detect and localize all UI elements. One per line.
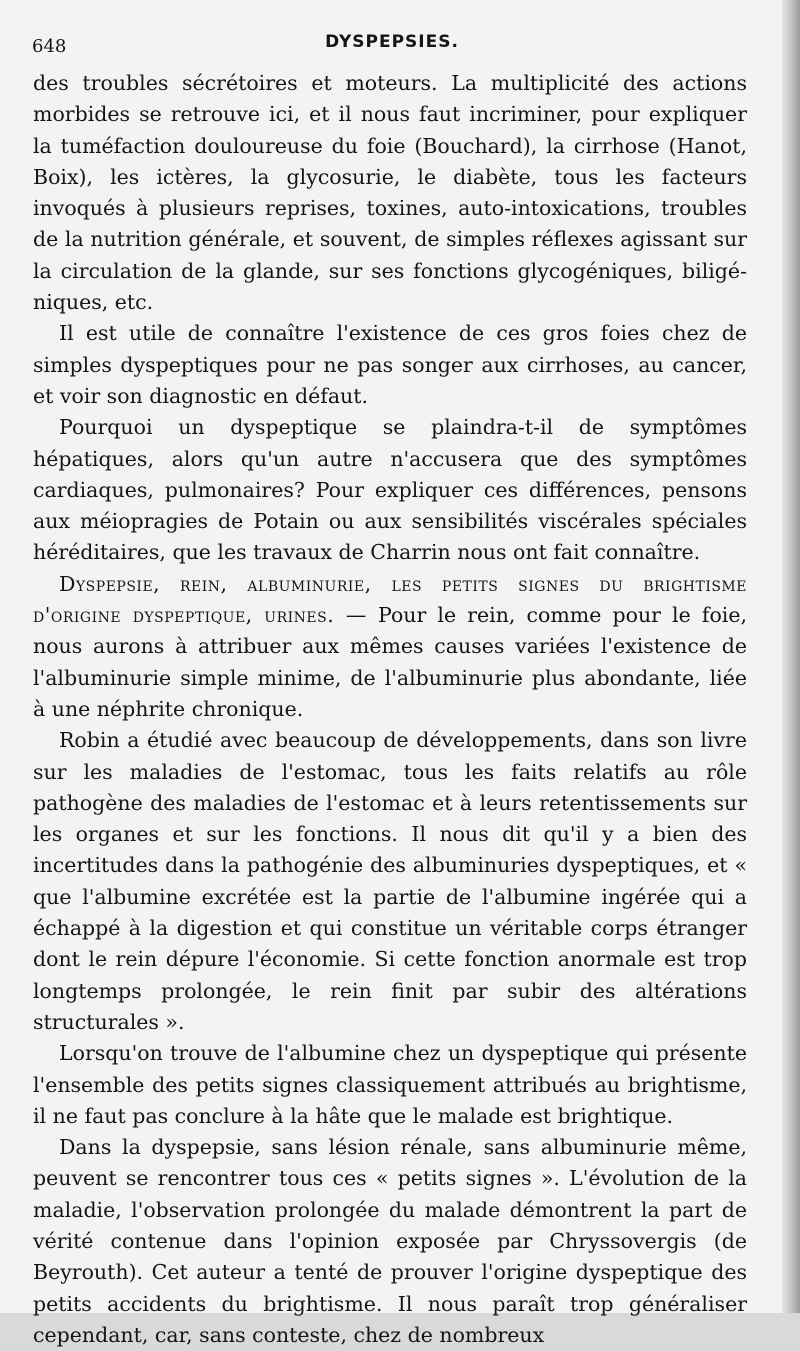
page-edge-shadow: [782, 0, 800, 1313]
section-text: Pour le rein, comme pour le foie, nous aurons à attribuer aux mêmes causes variées l'existence de l'albuminurie simple minime, de l'albuminurie plus abondante, liée à une néphrite chronique.: [33, 603, 747, 721]
paragraph: Pourquoi un dyspeptique se plaindra-t-il de symptômes hépatiques, alors qu'un autre n'accusera que des symptômes cardiaques, pulmonaires? Pour expliquer ces différences, pensons aux méiopragies de Potain ou aux sensibilités viscérales spéciales héréditaires, que les travaux de Charrin nous ont fait connaître.: [33, 415, 747, 565]
paragraph-continuation: des troubles sécrétoires et moteurs. La multiplicité des actions morbides se retrouve ici, et il nous faut incriminer, pour expliquer la tuméfaction douloureuse du foie (Bouchard), la cirrhose (Hanot, Boix), les ictères, la glycosurie, le diabète, tous les facteurs invoqués à plusieurs reprises, toxines, auto-intoxications, troubles de la nutrition générale, et souvent, de simples réflexes agissant sur la circulation de la glande, sur ses fonctions glycogéniques, biligéniques, etc.: [33, 71, 747, 315]
section-paragraph: [33, 569, 747, 725]
paragraph: Il est utile de connaître l'existence de ces gros foies chez de simples dyspeptiques pour ne pas songer aux cirrhoses, au cancer, et voir son diagnostic en défaut.: [33, 321, 747, 408]
body-text: [33, 68, 747, 1351]
paragraph: Robin a étudié avec beaucoup de développements, dans son livre sur les maladies de l'estomac, tous les faits relatifs au rôle pathogène des maladies de l'estomac et à leurs retentissements sur les organes et sur les fonctions. Il nous dit qu'il y a bien des incertitudes dans la pathogénie des albuminuries dyspeptiques, et « que l'albumine excrétée est la partie de l'albumine ingérée qui a échappé à la digestion et qui constitue un véritable corps étranger dont le rein dépure l'économie. Si cette fonction anormale est trop longtemps prolongée, le rein finit par subir des altérations structurales ».: [33, 728, 747, 1034]
section-heading: Dyspepsie, rein, albuminurie, les petits signes du brightisme d'origine dyspeptique, urines. —: [33, 571, 747, 628]
page-number: 648: [32, 36, 67, 57]
page-header: [32, 30, 752, 60]
running-title: DYSPEPSIES.: [325, 32, 459, 52]
paragraph: Dans la dyspepsie, sans lésion rénale, sans albuminurie même, peuvent se rencontrer tous ces « petits signes ». L'évolution de la maladie, l'observation prolongée du malade démontrent la part de vérité contenue dans l'opinion exposée par Chryssovergis (de Beyrouth). Cet auteur a tenté de prouver l'origine dyspeptique des petits accidents du brightisme. Il nous paraît trop généraliser cependant, car, sans conteste, chez de nombreux: [33, 1135, 747, 1347]
paragraph: Lorsqu'on trouve de l'albumine chez un dyspeptique qui présente l'ensemble des petits signes classiquement attribués au brightisme, il ne faut pas conclure à la hâte que le malade est brightique.: [33, 1041, 747, 1128]
